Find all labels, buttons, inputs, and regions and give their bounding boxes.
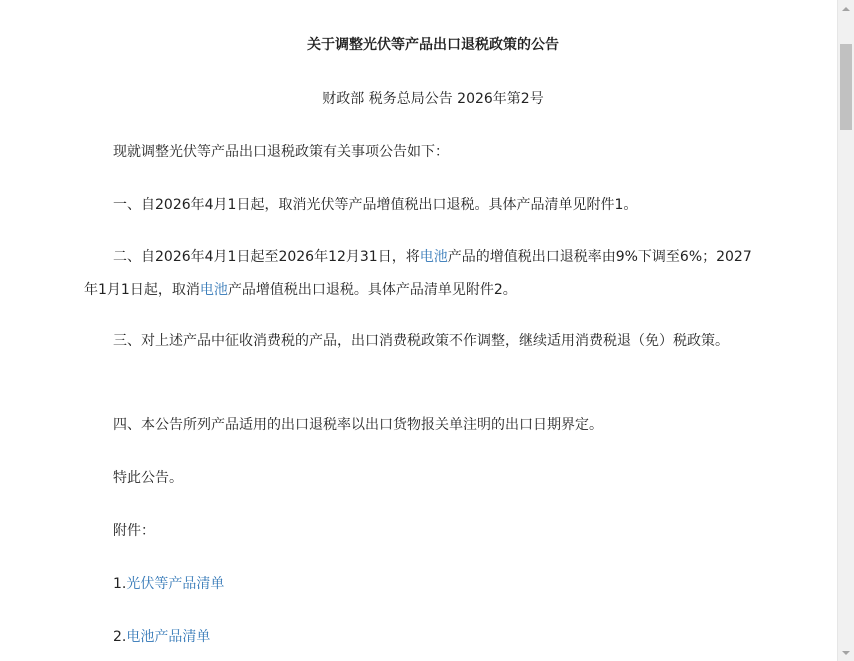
attachment-item-1 [84, 568, 752, 601]
item-2-text-3: 产品增值税出口退税。具体产品清单见附件2。 [227, 282, 517, 298]
scroll-up-button[interactable] [838, 0, 854, 17]
attachment-item-2 [84, 621, 752, 654]
attachment-link-battery-products[interactable]: 电池产品清单 [126, 629, 211, 645]
battery-link-1[interactable]: 电池 [419, 249, 448, 265]
document-title: 关于调整光伏等产品出口退税政策的公告 [307, 37, 559, 53]
scrollbar-thumb[interactable] [840, 44, 852, 130]
attachment-link-pv-products[interactable]: 光伏等产品清单 [126, 576, 225, 592]
closing-paragraph: 特此公告。 [113, 470, 183, 486]
attachment-number-2: 2. [113, 629, 127, 645]
triangle-down-icon [842, 651, 850, 655]
document-subtitle: 财政部 税务总局公告 2026年第2号 [322, 91, 544, 107]
intro-paragraph: 现就调整光伏等产品出口退税政策有关事项公告如下： [113, 144, 449, 160]
attachments-label: 附件： [113, 523, 155, 539]
attachment-number-1: 1. [113, 576, 127, 592]
item-4-paragraph: 四、本公告所列产品适用的出口退税率以出口货物报关单注明的出口日期界定。 [113, 417, 603, 433]
item-1-paragraph: 一、自2026年4月1日起，取消光伏等产品增值税出口退税。具体产品清单见附件1。 [113, 197, 638, 213]
triangle-up-icon [842, 7, 850, 11]
vertical-scrollbar[interactable] [837, 0, 854, 661]
item-2-paragraph [84, 241, 752, 307]
item-2-text-2: 产品的增值税出口退税率由9%下调至6%；2027年1月1日起，取消 [84, 249, 752, 298]
scroll-down-button[interactable] [838, 644, 854, 661]
battery-link-2[interactable]: 电池 [199, 282, 228, 298]
item-3-paragraph: 三、对上述产品中征收消费税的产品，出口消费税政策不作调整，继续适用消费税退（免）税政策。 [113, 333, 729, 349]
item-2-text-1: 二、自2026年4月1日起至2026年12月31日，将 [113, 249, 420, 265]
